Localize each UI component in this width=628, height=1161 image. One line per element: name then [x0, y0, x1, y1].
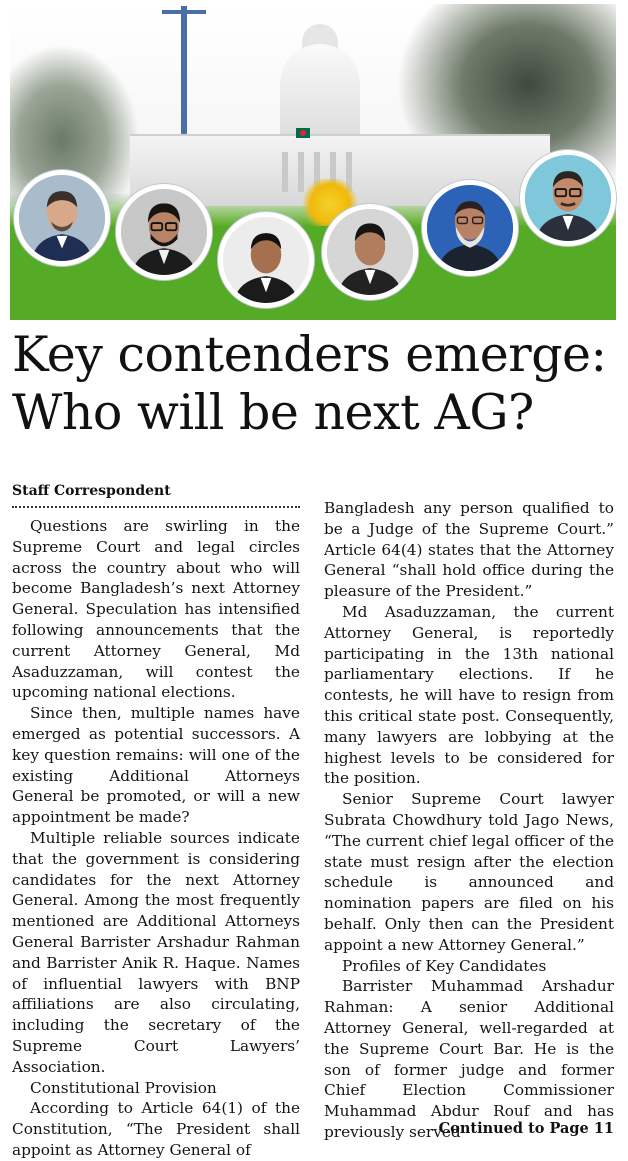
court-dome [280, 44, 360, 144]
person-icon [223, 217, 309, 303]
paragraph: Barrister Muhammad Arshadur Rahman: A senior Additional Attorney General, well-regarded at the Supreme Court Bar. He is the son of former judge and former Chief Election Commissioner Muhammad Abdur Rouf and has previously served [324, 977, 614, 1141]
portrait-1 [14, 170, 110, 266]
continued-jump-link[interactable]: Continued to Page 11 [438, 1120, 614, 1137]
bangladesh-flag-icon [296, 128, 310, 138]
section-subheading: Profiles of Key Candidates [342, 956, 547, 975]
lamp-arm [162, 10, 206, 14]
paragraph: Questions are swirling in the Supreme Court and legal circles across the country about who will become Bangladesh’s next Attorney General. Speculation has intensified following announcements that the current Attorney General, Md Asaduzzaman, will contest the upcoming national elections. [12, 517, 300, 702]
headline-line-2: Who will be next AG? [12, 384, 534, 441]
person-icon [121, 189, 207, 275]
paragraph: Multiple reliable sources indicate that the government is considering candidates for the next Attorney General. Among the most frequently mentioned are Additional Attorneys General Barrister Arshadur Rahman and Barrister Anik R. Haque. Names of influential lawyers with BNP affiliations are also circulating, including the secretary of the Supreme Court Lawyers’ Association. [12, 828, 300, 1076]
portrait-2 [116, 184, 212, 280]
headline-line-1: Key contenders emerge: [12, 326, 607, 383]
paragraph: Senior Supreme Court lawyer Subrata Chowdhury told Jago News, “The current chief legal officer of the state must resign after the election schedule is announced and nomination papers are filed on his behalf. Only then can the President appoint a new Attorney General.” [324, 790, 614, 954]
hero-photo [10, 4, 616, 320]
paragraph: According to Article 64(1) of the Constitution, “The President shall appoint as Attorney General of [12, 1099, 300, 1159]
paragraph: Md Asaduzzaman, the current Attorney General, is reportedly participating in the 13th national parliamentary elections. If he contests, he will have to resign from this critical state post. Consequently, many lawyers are lobbying at the highest levels to be considered for the position. [324, 602, 614, 788]
pillar [282, 152, 288, 192]
byline: Staff Correspondent [12, 482, 300, 508]
person-icon [525, 155, 611, 241]
portrait-3 [218, 212, 314, 308]
portrait-6 [520, 150, 616, 246]
person-icon [327, 209, 413, 295]
person-icon [427, 185, 513, 271]
article-column-right [324, 498, 614, 1143]
article-column-left [12, 516, 300, 1161]
paragraph: Since then, multiple names have emerged as potential successors. A key question remains: will one of the existing Additional Attorneys General be promoted, or will a new appointment be made? [12, 704, 300, 827]
portrait-5 [422, 180, 518, 276]
portrait-4 [322, 204, 418, 300]
headline [12, 326, 618, 442]
section-subheading: Constitutional Provision [30, 1078, 217, 1097]
paragraph: Bangladesh any person qualified to be a Judge of the Supreme Court.” Article 64(4) states that the Attorney General “shall hold office during the pleasure of the President.” [324, 499, 614, 601]
person-icon [19, 175, 105, 261]
